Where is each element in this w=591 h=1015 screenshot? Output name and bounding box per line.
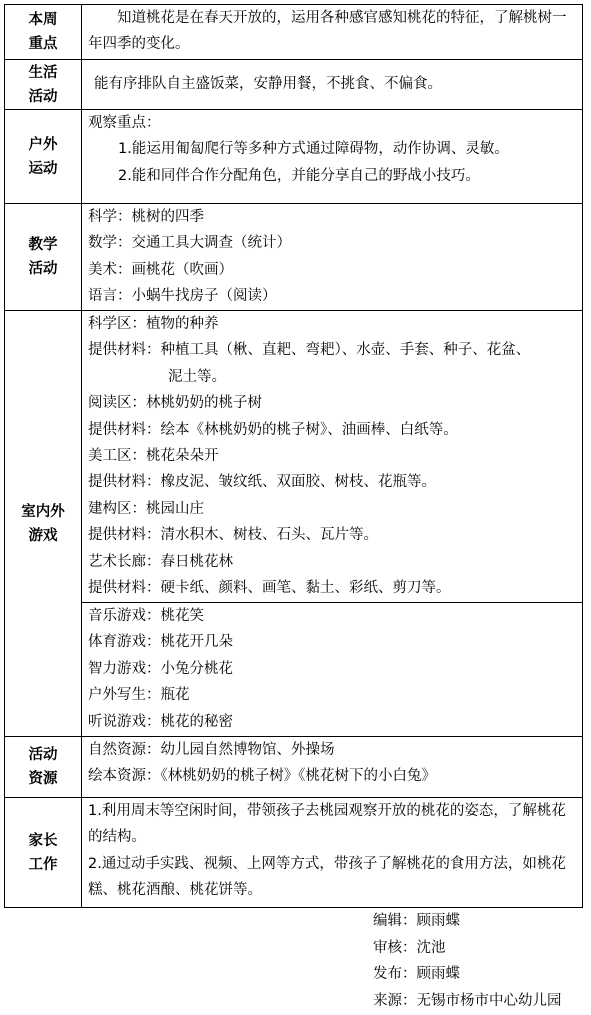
- list-item: 音乐游戏：桃花笑: [88, 608, 204, 624]
- list-item: 美术：画桃花（吹画）: [88, 261, 233, 278]
- row-header: [5, 798, 82, 908]
- header-line: 活动: [28, 747, 58, 763]
- area-games-cell: [82, 311, 583, 603]
- table-row: [5, 311, 583, 603]
- row-header: [5, 311, 82, 737]
- row-content: [82, 798, 583, 908]
- header-line: 活动: [28, 88, 58, 105]
- header-line: 生活: [28, 64, 58, 81]
- row-header: [5, 737, 82, 798]
- row-content: [82, 110, 583, 204]
- list-item: 建构区：桃园山庄: [88, 500, 204, 517]
- header-line: 重点: [28, 36, 58, 52]
- list-item: 自然资源：幼儿园自然博物馆、外操场: [88, 742, 335, 758]
- games-cell: [82, 603, 583, 737]
- header-line: 活动: [28, 261, 58, 277]
- list-item: 语言：小蜗牛找房子（阅读）: [88, 288, 277, 305]
- weekly-plan-table: [4, 4, 583, 908]
- table-row: [5, 603, 583, 737]
- header-line: 运动: [28, 160, 58, 177]
- list-item: 观察重点：: [88, 115, 161, 131]
- list-item: 2.通过动手实践、视频、上网等方式，带孩子了解桃花的食用方法，如桃花糕、桃花酒酿、桃花饼等。: [88, 855, 566, 899]
- list-item: 数学：交通工具大调查（统计）: [88, 235, 291, 252]
- list-item: 提供材料：硬卡纸、颜料、画笔、黏土、彩纸、剪刀等。: [88, 580, 451, 597]
- list-item: 1.能运用匍匐爬行等多种方式通过障碍物，动作协调、灵敏。: [118, 141, 509, 158]
- publisher-line: 发布：顾雨蝶: [373, 966, 460, 982]
- table-row: [5, 60, 583, 110]
- list-item: 科学：桃树的四季: [88, 209, 204, 225]
- table-row: [5, 204, 583, 311]
- table-row: [5, 798, 583, 908]
- list-item: 泥土等。: [168, 368, 226, 385]
- reviewer-line: 审核：沈池: [373, 939, 446, 956]
- list-item: 2.能和同伴合作分配角色，并能分享自己的野战小技巧。: [118, 167, 480, 184]
- list-item: 绘本资源：《林桃奶奶的桃子树》《桃花树下的小白兔》: [88, 768, 436, 785]
- focus-text: 知道桃花是在春天开放的，运用各种感官感知桃花的特征，了解桃树一年四季的变化。: [88, 10, 567, 53]
- row-content: [82, 5, 583, 60]
- list-item: 户外写生：瓶花: [88, 687, 190, 704]
- list-item: 提供材料：绘本《林桃奶奶的桃子树》、油画棒、白纸等。: [88, 421, 458, 438]
- list-item: 提供材料：橡皮泥、皱纹纸、双面胶、树枝、花瓶等。: [88, 474, 436, 491]
- editor-line: 编辑：顾雨蝶: [373, 913, 460, 929]
- header-line: 资源: [28, 771, 58, 787]
- table-row: [5, 737, 583, 798]
- header-line: 教学: [28, 237, 58, 253]
- life-text: 能有序排队自主盛饭菜，安静用餐，不挑食、不偏食。: [94, 76, 442, 93]
- row-header: [5, 110, 82, 204]
- header-line: 家长: [28, 832, 58, 849]
- list-item: 听说游戏：桃花的秘密: [88, 713, 233, 730]
- row-header: [5, 5, 82, 60]
- row-header: [5, 204, 82, 311]
- list-item: 智力游戏：小兔分桃花: [88, 660, 233, 677]
- list-item: 艺术长廊：春日桃花林: [88, 553, 233, 570]
- row-content: [82, 737, 583, 798]
- table-row: [5, 110, 583, 204]
- header-line: 工作: [28, 856, 58, 873]
- list-item: 阅读区：林桃奶奶的桃子树: [88, 395, 262, 412]
- list-item: 提供材料：种植工具（楸、直耙、弯耙）、水壶、手套、种子、花盆、: [88, 342, 531, 359]
- list-item: 美工区：桃花朵朵开: [88, 448, 219, 465]
- credits: [373, 908, 562, 1014]
- source-line: 来源：无锡市杨市中心幼儿园: [373, 992, 562, 1009]
- row-content: [82, 60, 583, 110]
- header-line: 室内外: [21, 503, 65, 520]
- list-item: 提供材料：清水积木、树枝、石头、瓦片等。: [88, 527, 378, 544]
- list-item: 科学区：植物的种养: [88, 316, 219, 332]
- table-row: [5, 5, 583, 60]
- list-item: 体育游戏：桃花开几朵: [88, 634, 233, 651]
- row-header: [5, 60, 82, 110]
- list-item: 1.利用周末等空闲时间，带领孩子去桃园观察开放的桃花的姿态，了解桃花的结构。: [88, 803, 566, 846]
- header-line: 游戏: [28, 527, 58, 544]
- header-line: 本周: [28, 12, 58, 28]
- row-content: [82, 204, 583, 311]
- header-line: 户外: [28, 136, 58, 153]
